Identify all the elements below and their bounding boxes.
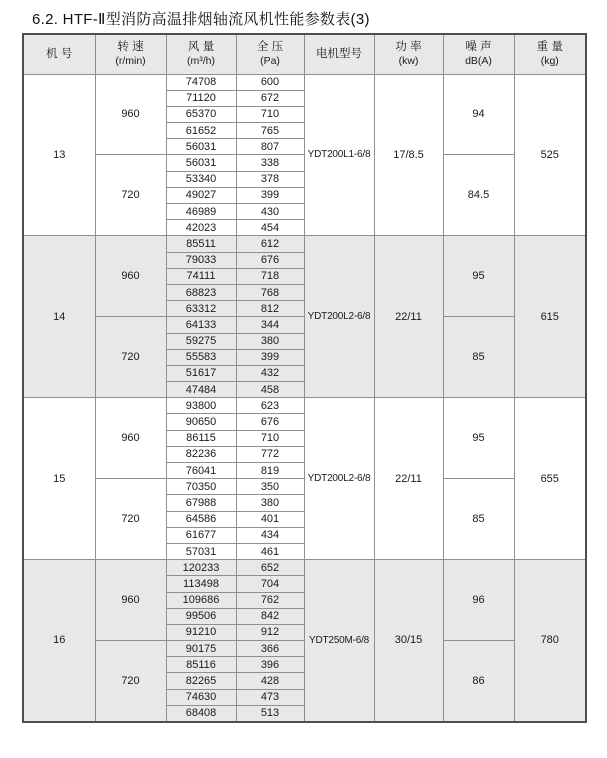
noise-cell: 94 xyxy=(443,74,514,155)
airflow-cell: 47484 xyxy=(166,382,236,398)
airflow-cell: 71120 xyxy=(166,90,236,106)
pressure-cell: 430 xyxy=(236,204,304,220)
noise-cell: 95 xyxy=(443,236,514,317)
airflow-cell: 82265 xyxy=(166,673,236,689)
airflow-cell: 59275 xyxy=(166,333,236,349)
airflow-cell: 64586 xyxy=(166,511,236,527)
pressure-cell: 912 xyxy=(236,624,304,640)
header-noise: 噪 声 dB(A) xyxy=(443,34,514,74)
airflow-cell: 86115 xyxy=(166,430,236,446)
airflow-cell: 90175 xyxy=(166,641,236,657)
power-cell: 22/11 xyxy=(374,398,443,560)
speed-cell: 960 xyxy=(95,560,166,641)
weight-cell: 655 xyxy=(514,398,586,560)
header-machine-no: 机 号 xyxy=(23,34,95,74)
speed-cell: 720 xyxy=(95,155,166,236)
airflow-cell: 120233 xyxy=(166,560,236,576)
airflow-cell: 63312 xyxy=(166,301,236,317)
pressure-cell: 461 xyxy=(236,543,304,559)
pressure-cell: 434 xyxy=(236,527,304,543)
noise-cell: 85 xyxy=(443,479,514,560)
motor-model-cell: YDT200L2-6/8 xyxy=(304,236,374,398)
power-cell: 22/11 xyxy=(374,236,443,398)
airflow-cell: 67988 xyxy=(166,495,236,511)
motor-model-cell: YDT250M-6/8 xyxy=(304,560,374,722)
pressure-cell: 672 xyxy=(236,90,304,106)
airflow-cell: 91210 xyxy=(166,624,236,640)
header-motor-model: 电机型号 xyxy=(304,34,374,74)
airflow-cell: 99506 xyxy=(166,608,236,624)
airflow-cell: 64133 xyxy=(166,317,236,333)
pressure-cell: 710 xyxy=(236,106,304,122)
pressure-cell: 338 xyxy=(236,155,304,171)
airflow-cell: 55583 xyxy=(166,349,236,365)
airflow-cell: 57031 xyxy=(166,543,236,559)
pressure-cell: 432 xyxy=(236,365,304,381)
speed-cell: 960 xyxy=(95,74,166,155)
speed-cell: 960 xyxy=(95,236,166,317)
airflow-cell: 82236 xyxy=(166,446,236,462)
noise-cell: 96 xyxy=(443,560,514,641)
pressure-cell: 676 xyxy=(236,252,304,268)
pressure-cell: 807 xyxy=(236,139,304,155)
airflow-cell: 109686 xyxy=(166,592,236,608)
airflow-cell: 68823 xyxy=(166,284,236,300)
pressure-cell: 399 xyxy=(236,349,304,365)
header-weight: 重 量 (kg) xyxy=(514,34,586,74)
pressure-cell: 380 xyxy=(236,495,304,511)
airflow-cell: 46989 xyxy=(166,204,236,220)
noise-cell: 85 xyxy=(443,317,514,398)
pressure-cell: 623 xyxy=(236,398,304,414)
airflow-cell: 65370 xyxy=(166,106,236,122)
machine-no-cell: 15 xyxy=(23,398,95,560)
airflow-cell: 70350 xyxy=(166,479,236,495)
speed-cell: 960 xyxy=(95,398,166,479)
airflow-cell: 51617 xyxy=(166,365,236,381)
airflow-cell: 56031 xyxy=(166,155,236,171)
pressure-cell: 366 xyxy=(236,641,304,657)
pressure-cell: 765 xyxy=(236,123,304,139)
airflow-cell: 113498 xyxy=(166,576,236,592)
machine-no-cell: 16 xyxy=(23,560,95,722)
pressure-cell: 676 xyxy=(236,414,304,430)
pressure-cell: 378 xyxy=(236,171,304,187)
pressure-cell: 350 xyxy=(236,479,304,495)
airflow-cell: 74630 xyxy=(166,689,236,705)
airflow-cell: 53340 xyxy=(166,171,236,187)
pressure-cell: 819 xyxy=(236,463,304,479)
weight-cell: 780 xyxy=(514,560,586,722)
pressure-cell: 718 xyxy=(236,268,304,284)
pressure-cell: 762 xyxy=(236,592,304,608)
pressure-cell: 344 xyxy=(236,317,304,333)
power-cell: 17/8.5 xyxy=(374,74,443,236)
power-cell: 30/15 xyxy=(374,560,443,722)
airflow-cell: 61652 xyxy=(166,123,236,139)
pressure-cell: 842 xyxy=(236,608,304,624)
airflow-cell: 76041 xyxy=(166,463,236,479)
speed-cell: 720 xyxy=(95,641,166,722)
pressure-cell: 812 xyxy=(236,301,304,317)
airflow-cell: 79033 xyxy=(166,252,236,268)
noise-cell: 86 xyxy=(443,641,514,722)
pressure-cell: 396 xyxy=(236,657,304,673)
airflow-cell: 49027 xyxy=(166,187,236,203)
header-pressure: 全 压 (Pa) xyxy=(236,34,304,74)
header-power: 功 率 (kw) xyxy=(374,34,443,74)
table-body xyxy=(23,74,586,722)
pressure-cell: 772 xyxy=(236,446,304,462)
speed-cell: 720 xyxy=(95,479,166,560)
airflow-cell: 56031 xyxy=(166,139,236,155)
header-row xyxy=(23,34,586,74)
pressure-cell: 600 xyxy=(236,74,304,90)
airflow-cell: 68408 xyxy=(166,705,236,721)
machine-no-cell: 13 xyxy=(23,74,95,236)
weight-cell: 615 xyxy=(514,236,586,398)
pressure-cell: 458 xyxy=(236,382,304,398)
data-row xyxy=(23,236,586,252)
noise-cell: 84.5 xyxy=(443,155,514,236)
machine-no-cell: 14 xyxy=(23,236,95,398)
pressure-cell: 652 xyxy=(236,560,304,576)
airflow-cell: 90650 xyxy=(166,414,236,430)
pressure-cell: 380 xyxy=(236,333,304,349)
motor-model-cell: YDT200L2-6/8 xyxy=(304,398,374,560)
airflow-cell: 74708 xyxy=(166,74,236,90)
pressure-cell: 612 xyxy=(236,236,304,252)
fan-spec-table xyxy=(22,33,587,723)
weight-cell: 525 xyxy=(514,74,586,236)
pressure-cell: 704 xyxy=(236,576,304,592)
header-speed: 转 速 (r/min) xyxy=(95,34,166,74)
noise-cell: 95 xyxy=(443,398,514,479)
header-airflow: 风 量 (m³/h) xyxy=(166,34,236,74)
page-title: 6.2. HTF-Ⅱ型消防高温排烟轴流风机性能参数表(3) xyxy=(32,11,370,28)
pressure-cell: 401 xyxy=(236,511,304,527)
airflow-cell: 42023 xyxy=(166,220,236,236)
data-row xyxy=(23,398,586,414)
airflow-cell: 85116 xyxy=(166,657,236,673)
airflow-cell: 61677 xyxy=(166,527,236,543)
data-row xyxy=(23,74,586,90)
pressure-cell: 710 xyxy=(236,430,304,446)
pressure-cell: 768 xyxy=(236,284,304,300)
pressure-cell: 454 xyxy=(236,220,304,236)
speed-cell: 720 xyxy=(95,317,166,398)
airflow-cell: 85511 xyxy=(166,236,236,252)
pressure-cell: 399 xyxy=(236,187,304,203)
pressure-cell: 473 xyxy=(236,689,304,705)
data-row xyxy=(23,560,586,576)
airflow-cell: 74111 xyxy=(166,268,236,284)
pressure-cell: 428 xyxy=(236,673,304,689)
pressure-cell: 513 xyxy=(236,705,304,721)
motor-model-cell: YDT200L1-6/8 xyxy=(304,74,374,236)
airflow-cell: 93800 xyxy=(166,398,236,414)
